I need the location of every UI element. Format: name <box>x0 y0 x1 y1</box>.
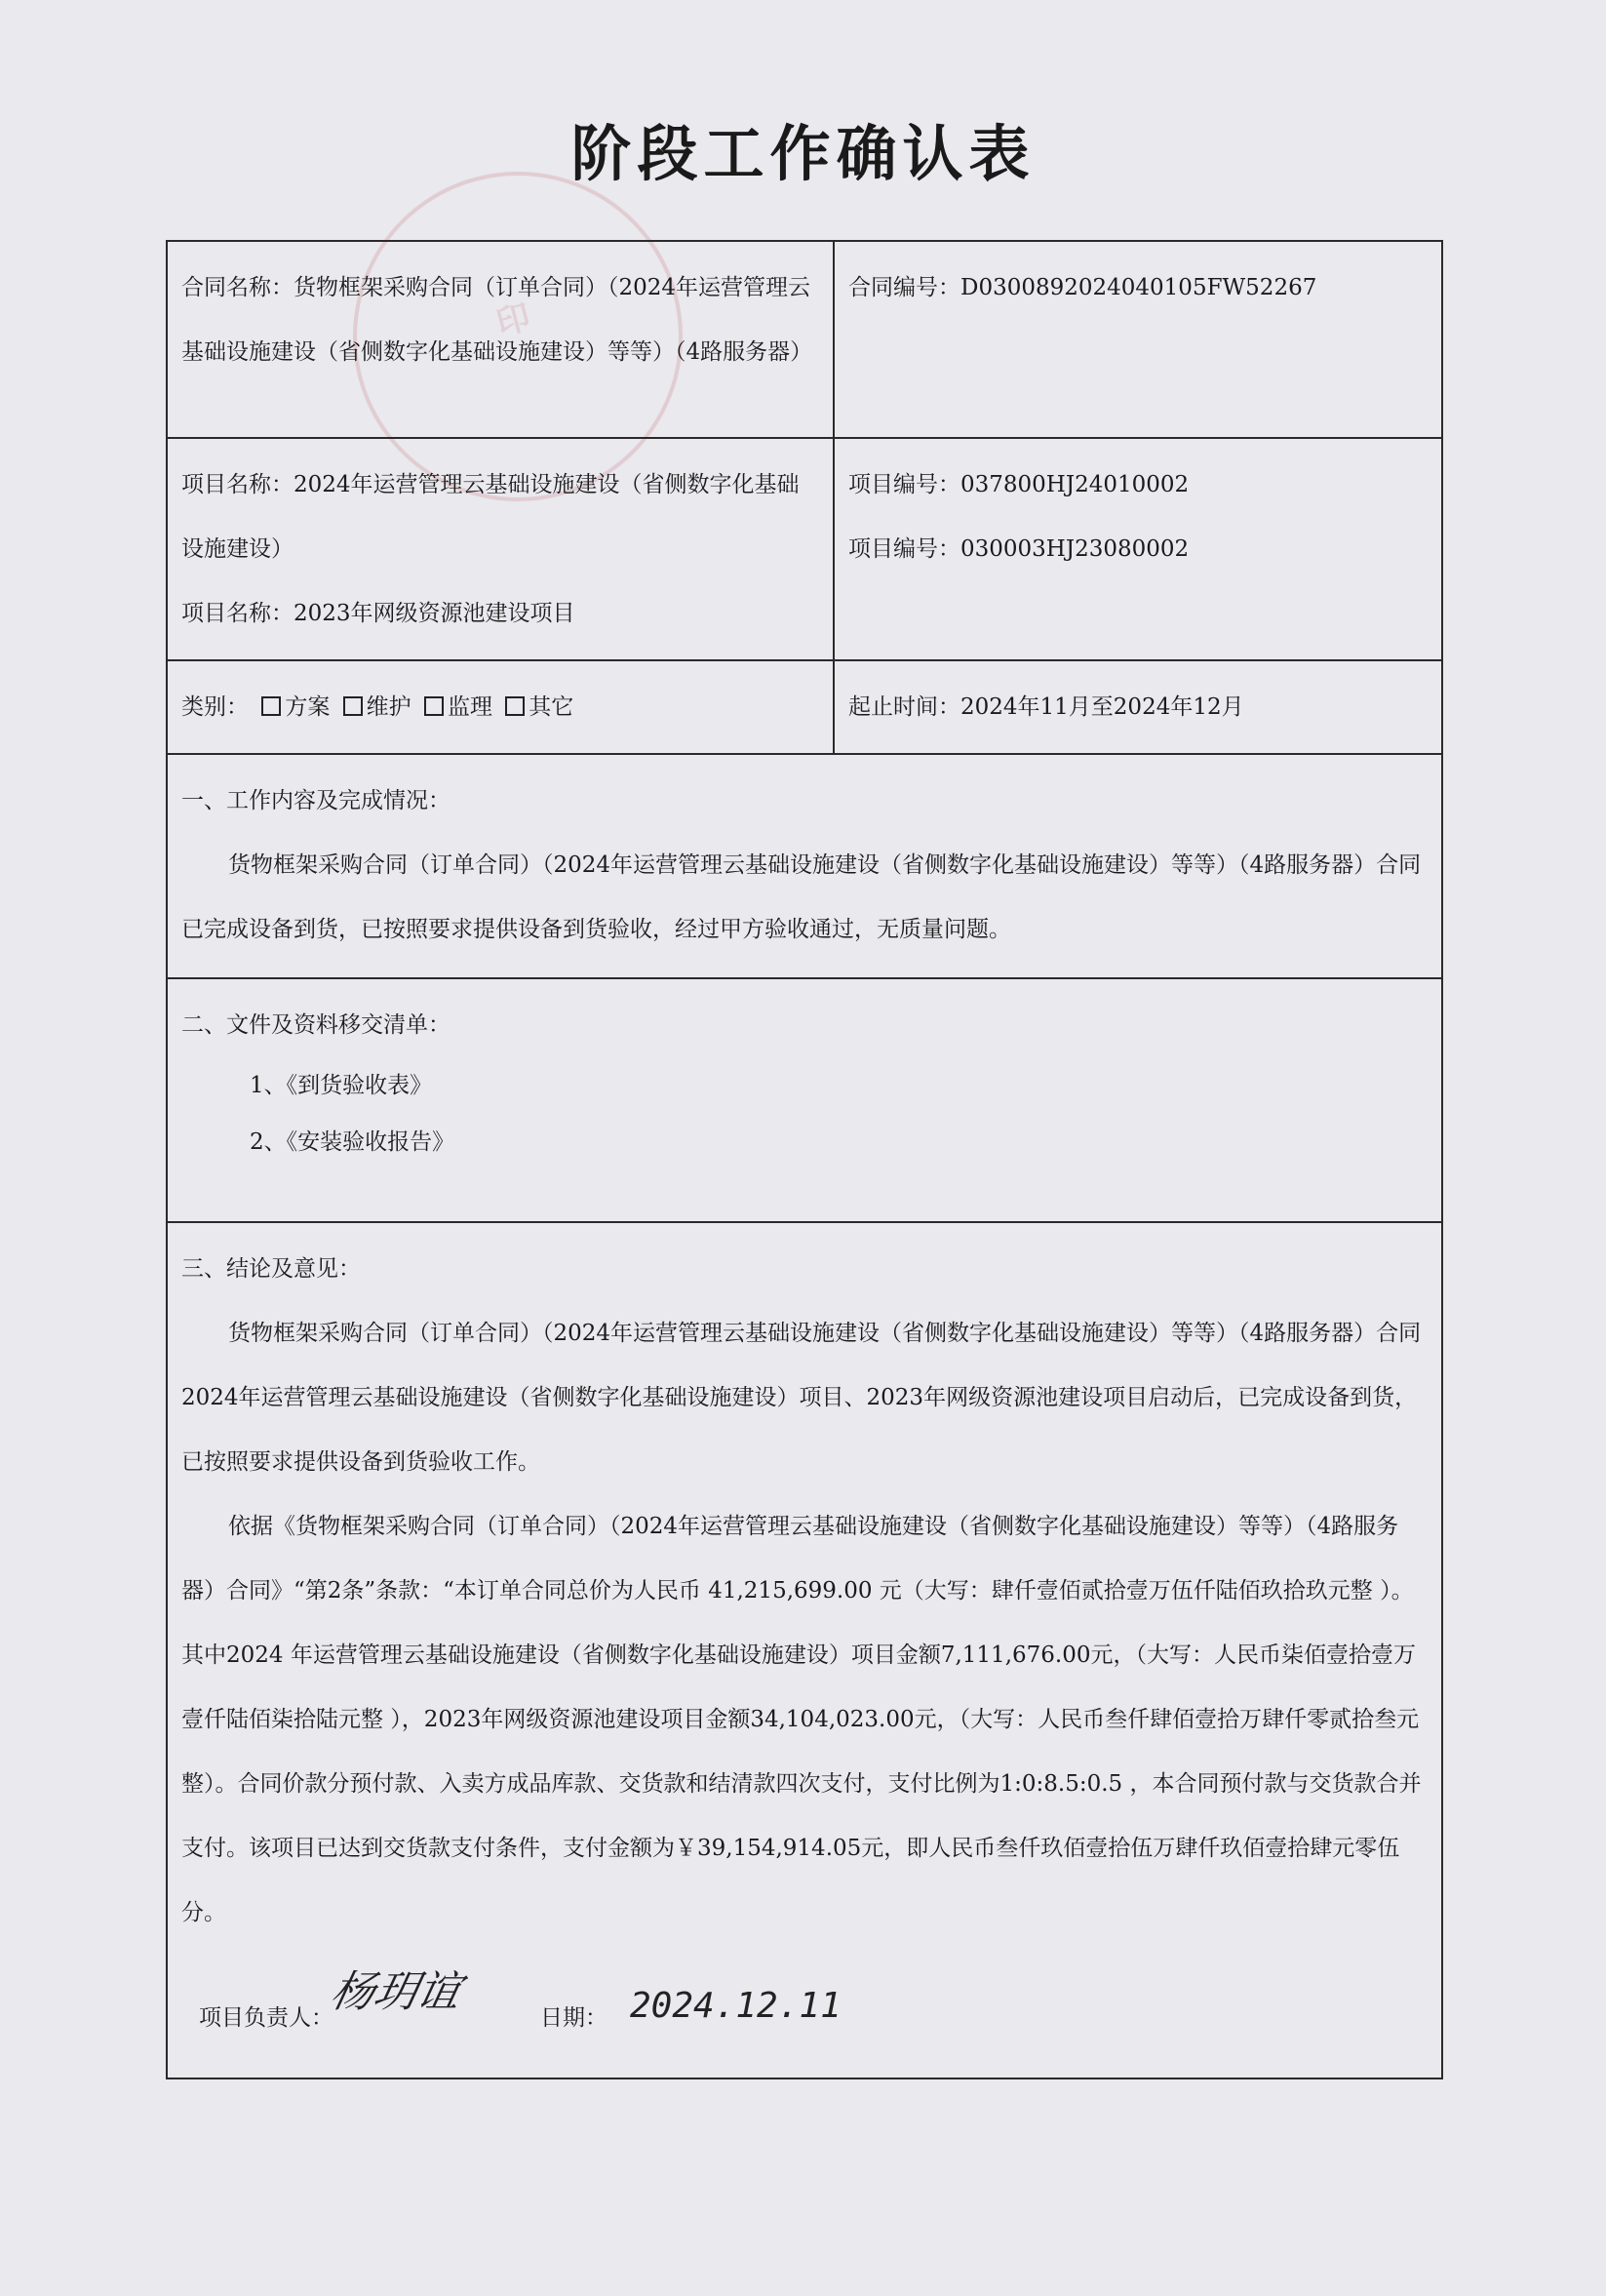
project-code-cell <box>834 438 1442 660</box>
category-cell <box>167 660 834 754</box>
document-item-1: 1、《到货验收表》 <box>250 1073 433 1098</box>
project-code-value-2: 030003HJ23080002 <box>960 536 1190 562</box>
contract-number-value: D0300892024040105FW52267 <box>960 275 1317 300</box>
checkbox-other[interactable] <box>505 696 525 716</box>
contract-number-label: 合同编号： <box>848 275 960 300</box>
contract-name-value: 货物框架采购合同（订单合同）（2024年运营管理云基础设施建设（省侧数字化基础设施建设）等等）（4路服务器） <box>181 275 813 365</box>
section-1-row <box>167 754 1442 978</box>
category-option-maintenance: 维护 <box>366 694 411 720</box>
period-value: 2024年11月至2024年12月 <box>960 694 1244 720</box>
project-code-label: 项目编号： <box>848 472 960 497</box>
checkbox-plan[interactable] <box>261 696 281 716</box>
section-1-text: 货物框架采购合同（订单合同）（2024年运营管理云基础设施建设（省侧数字化基础设施建设）等等）（4路服务器）合同已完成设备到货，已按照要求提供设备到货验收，经过甲方验收通过，无质量问题。 <box>181 852 1422 942</box>
confirmation-form <box>166 240 1443 2079</box>
period-label: 起止时间： <box>848 694 960 720</box>
section-2-row <box>167 978 1442 1222</box>
section-1-heading: 一、工作内容及完成情况： <box>181 788 450 813</box>
contract-row <box>167 241 1442 438</box>
category-option-plan: 方案 <box>285 694 331 720</box>
section-1-cell <box>167 754 1442 978</box>
owner-signature: 杨玥谊 <box>326 1967 466 2017</box>
section-2-heading: 二、文件及资料移交清单： <box>181 1012 450 1038</box>
project-row <box>167 438 1442 660</box>
page-title: 阶段工作确认表 <box>570 118 1036 189</box>
seal-text: 印 <box>492 297 535 344</box>
contract-name-label: 合同名称： <box>181 275 294 300</box>
contract-number-cell <box>834 241 1442 438</box>
project-code-label-2: 项目编号： <box>848 536 960 562</box>
project-name-value-2: 2023年网级资源池建设项目 <box>294 601 575 626</box>
section-3-heading: 三、结论及意见： <box>181 1256 361 1282</box>
section-2-cell <box>167 978 1442 1222</box>
project-code-value: 037800HJ24010002 <box>960 472 1190 497</box>
section-3-row <box>167 1222 1442 2078</box>
section-3-cell <box>167 1222 1442 2078</box>
section-3-paragraph-2: 依据《货物框架采购合同（订单合同）（2024年运营管理云基础设施建设（省侧数字化基础设施建设）等等）（4路服务器）合同》“第2条”条款：“本订单合同总价为人民币 41,215,699.00 元（大写：肆仟壹佰贰拾壹万伍仟陆佰玖拾玖元整 ）。其中2024 年运营管理云基础设施建设（省侧数字化基础设施建设）项目金额7,111,676.00元，（大写：人民币柒佰壹拾壹万壹仟陆佰柒拾陆元整 ），2023年网级资源池建设项目金额34,104,023.00元，（大写：人民币叁仟肆佰壹拾万肆仟零贰拾叁元整）。合同价款分预付款、入卖方成品库款、交货款和结清款四次支付，支付比例为1:0:8.5:0.5 ，本合同预付款与交货款合并支付。该项目已达到交货款支付条件，支付金额为￥39,154,914.05元，即人民币叁仟玖佰壹拾伍万肆仟玖佰壹拾肆元零伍分。 <box>181 1514 1422 1925</box>
owner-label: 项目负责人： <box>199 2005 333 2031</box>
category-row <box>167 660 1442 754</box>
project-name-value: 2024年运营管理云基础设施建设（省侧数字化基础设施建设） <box>181 472 800 562</box>
contract-name-cell <box>167 241 834 438</box>
category-option-supervision: 监理 <box>447 694 492 720</box>
date-value: 2024.12.11 <box>630 1986 842 2026</box>
category-label: 类别： <box>181 694 249 720</box>
checkbox-maintenance[interactable] <box>343 696 363 716</box>
checkbox-supervision[interactable] <box>424 696 444 716</box>
date-label: 日期： <box>540 2005 607 2031</box>
document-item-2: 2、《安装验收报告》 <box>250 1129 455 1155</box>
project-name-cell <box>167 438 834 660</box>
category-option-other: 其它 <box>529 694 574 720</box>
section-3-paragraph-1: 货物框架采购合同（订单合同）（2024年运营管理云基础设施建设（省侧数字化基础设施建设）等等）（4路服务器）合同2024年运营管理云基础设施建设（省侧数字化基础设施建设）项目、2023年网级资源池建设项目启动后，已完成设备到货，已按照要求提供设备到货验收工作。 <box>181 1321 1422 1475</box>
project-name-label-2: 项目名称： <box>181 601 294 626</box>
signature-row <box>181 1957 1428 2064</box>
project-name-label: 项目名称： <box>181 472 294 497</box>
period-cell <box>834 660 1442 754</box>
